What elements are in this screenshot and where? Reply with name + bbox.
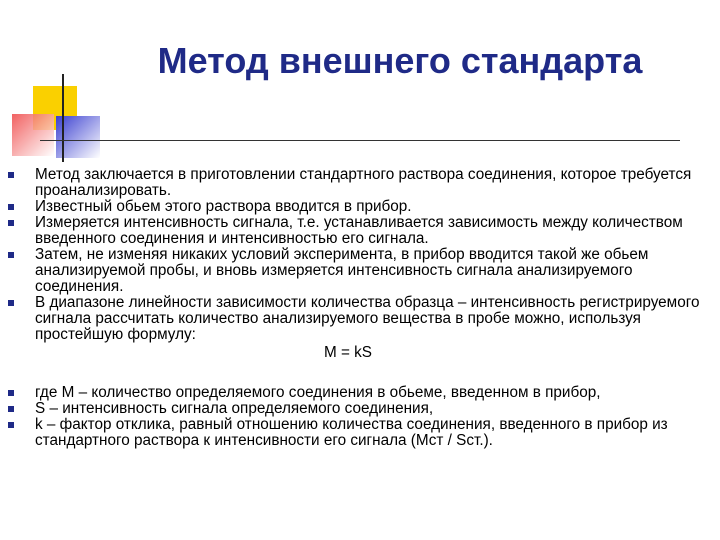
spacer bbox=[8, 361, 708, 385]
list-item-text: k – фактор отклика, равный отношению количества соединения, введенного в прибор из стандартного раствора к интенсивности его сигнала (Мст / Sст.). bbox=[35, 416, 668, 449]
list-item-text: Измеряется интенсивность сигнала, т.е. устанавливается зависимость между количеством введенного соединения и интенсивностью его сигнала. bbox=[35, 214, 683, 247]
list-item bbox=[8, 401, 708, 417]
decor-red-square bbox=[12, 114, 54, 156]
list-item bbox=[8, 199, 708, 215]
slide-title: Метод внешнего стандарта bbox=[157, 40, 643, 81]
slide-body bbox=[8, 167, 708, 449]
list-item bbox=[8, 295, 708, 343]
title-underline bbox=[40, 140, 680, 141]
bullet-square-icon bbox=[8, 406, 14, 412]
list-item bbox=[8, 215, 708, 247]
decor-vertical-line bbox=[62, 74, 64, 162]
bullet-square-icon bbox=[8, 390, 14, 396]
bullet-square-icon bbox=[8, 172, 14, 178]
list-item-text: Известный обьем этого раствора вводится в прибор. bbox=[35, 198, 412, 215]
formula: M = kS bbox=[323, 344, 373, 361]
list-item-text: где M – количество определяемого соединения в обьеме, введенном в прибор, bbox=[35, 384, 601, 401]
bullet-square-icon bbox=[8, 220, 14, 226]
bullet-square-icon bbox=[8, 252, 14, 258]
list-item-text: S – интенсивность сигнала определяемого соединения, bbox=[35, 400, 434, 417]
list-item bbox=[8, 247, 708, 295]
bullet-square-icon bbox=[8, 422, 14, 428]
list-item bbox=[8, 417, 708, 449]
list-item-text: Метод заключается в приготовлении стандартного раствора соединения, которое требуется проанализировать. bbox=[35, 166, 692, 199]
list-item-text: В диапазоне линейности зависимости количества образца – интенсивность регистрируемого сигнала рассчитать количество анализируемого вещества в пробе можно, используя простейшую формулу: bbox=[35, 294, 700, 343]
list-item-text: Затем, не изменяя никаких условий эксперимента, в прибор вводится такой же обьем анализируемой пробы, и вновь измеряется интенсивность сигнала анализируемого соединения. bbox=[35, 246, 649, 295]
bullet-square-icon bbox=[8, 204, 14, 210]
bullet-square-icon bbox=[8, 300, 14, 306]
list-item bbox=[8, 167, 708, 199]
list-item bbox=[8, 385, 708, 401]
